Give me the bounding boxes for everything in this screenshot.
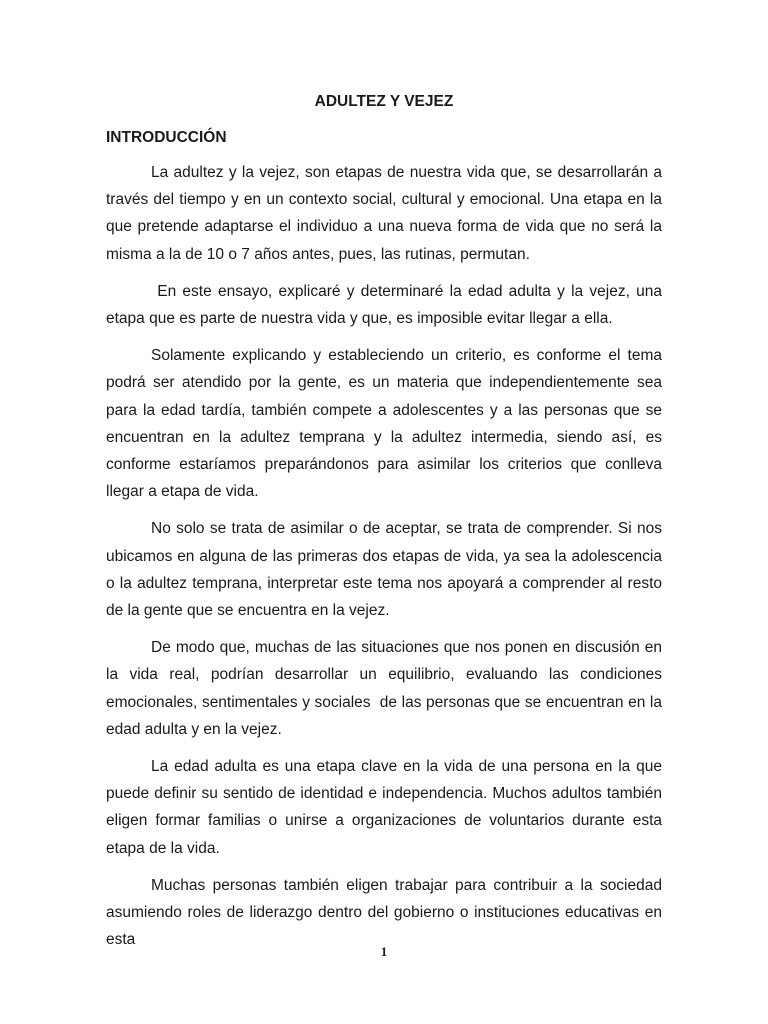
document-body — [106, 159, 675, 963]
paragraph: No solo se trata de asimilar o de aceptar, se trata de comprender. Si nos ubicamos en alguna de las primeras dos etapas de vida, ya sea la adolescencia o la adultez temprana, interpretar este tema nos apoyará a comprender al resto de la gente que se encuentra en la vejez. — [106, 520, 662, 620]
paragraph: Muchas personas también eligen trabajar para contribuir a la sociedad asumiendo roles de liderazgo dentro del gobierno o instituciones educativas en esta — [106, 876, 662, 949]
paragraph: De modo que, muchas de las situaciones que nos ponen en discusión en la vida real, podrían desarrollar un equilibrio, evaluando las condiciones emocionales, sentimentales y sociales de las personas que se encuentran en la edad adulta y en la vejez. — [106, 639, 667, 738]
paragraph: La edad adulta es una etapa clave en la vida de una persona en la que puede definir su sentido de identidad e independencia. Muchos adultos también eligen formar familias o unirse a organizaciones de voluntarios durante esta etapa de la vida. — [106, 758, 662, 857]
document-title: ADULTEZ Y VEJEZ — [314, 93, 454, 110]
section-heading: INTRODUCCIÓN — [106, 129, 227, 146]
page-number: 1 — [380, 944, 388, 959]
paragraph: La adultez y la vejez, son etapas de nuestra vida que, se desarrollarán a través del tiempo y en un contexto social, cultural y emocional. Una etapa en la que pretende adaptarse el individuo a una nueva forma de vida que no será la misma a la de 10 o 7 años antes, pues, las rutinas, permutan. — [106, 164, 662, 263]
paragraph: Solamente explicando y estableciendo un criterio, es conforme el tema podrá ser atendido por la gente, es un materia que independientemente sea para la edad tardía, también compete a adolescentes y a las personas que se encuentran en la adultez temprana y la adultez intermedia, siendo así, es conforme estaríamos preparándonos para asimilar los criterios que conlleva llegar a etapa de vida. — [106, 347, 675, 501]
paragraph: En este ensayo, explicaré y determinaré la edad adulta y la vejez, una etapa que es parte de nuestra vida y que, es imposible evitar llegar a ella. — [106, 282, 667, 328]
